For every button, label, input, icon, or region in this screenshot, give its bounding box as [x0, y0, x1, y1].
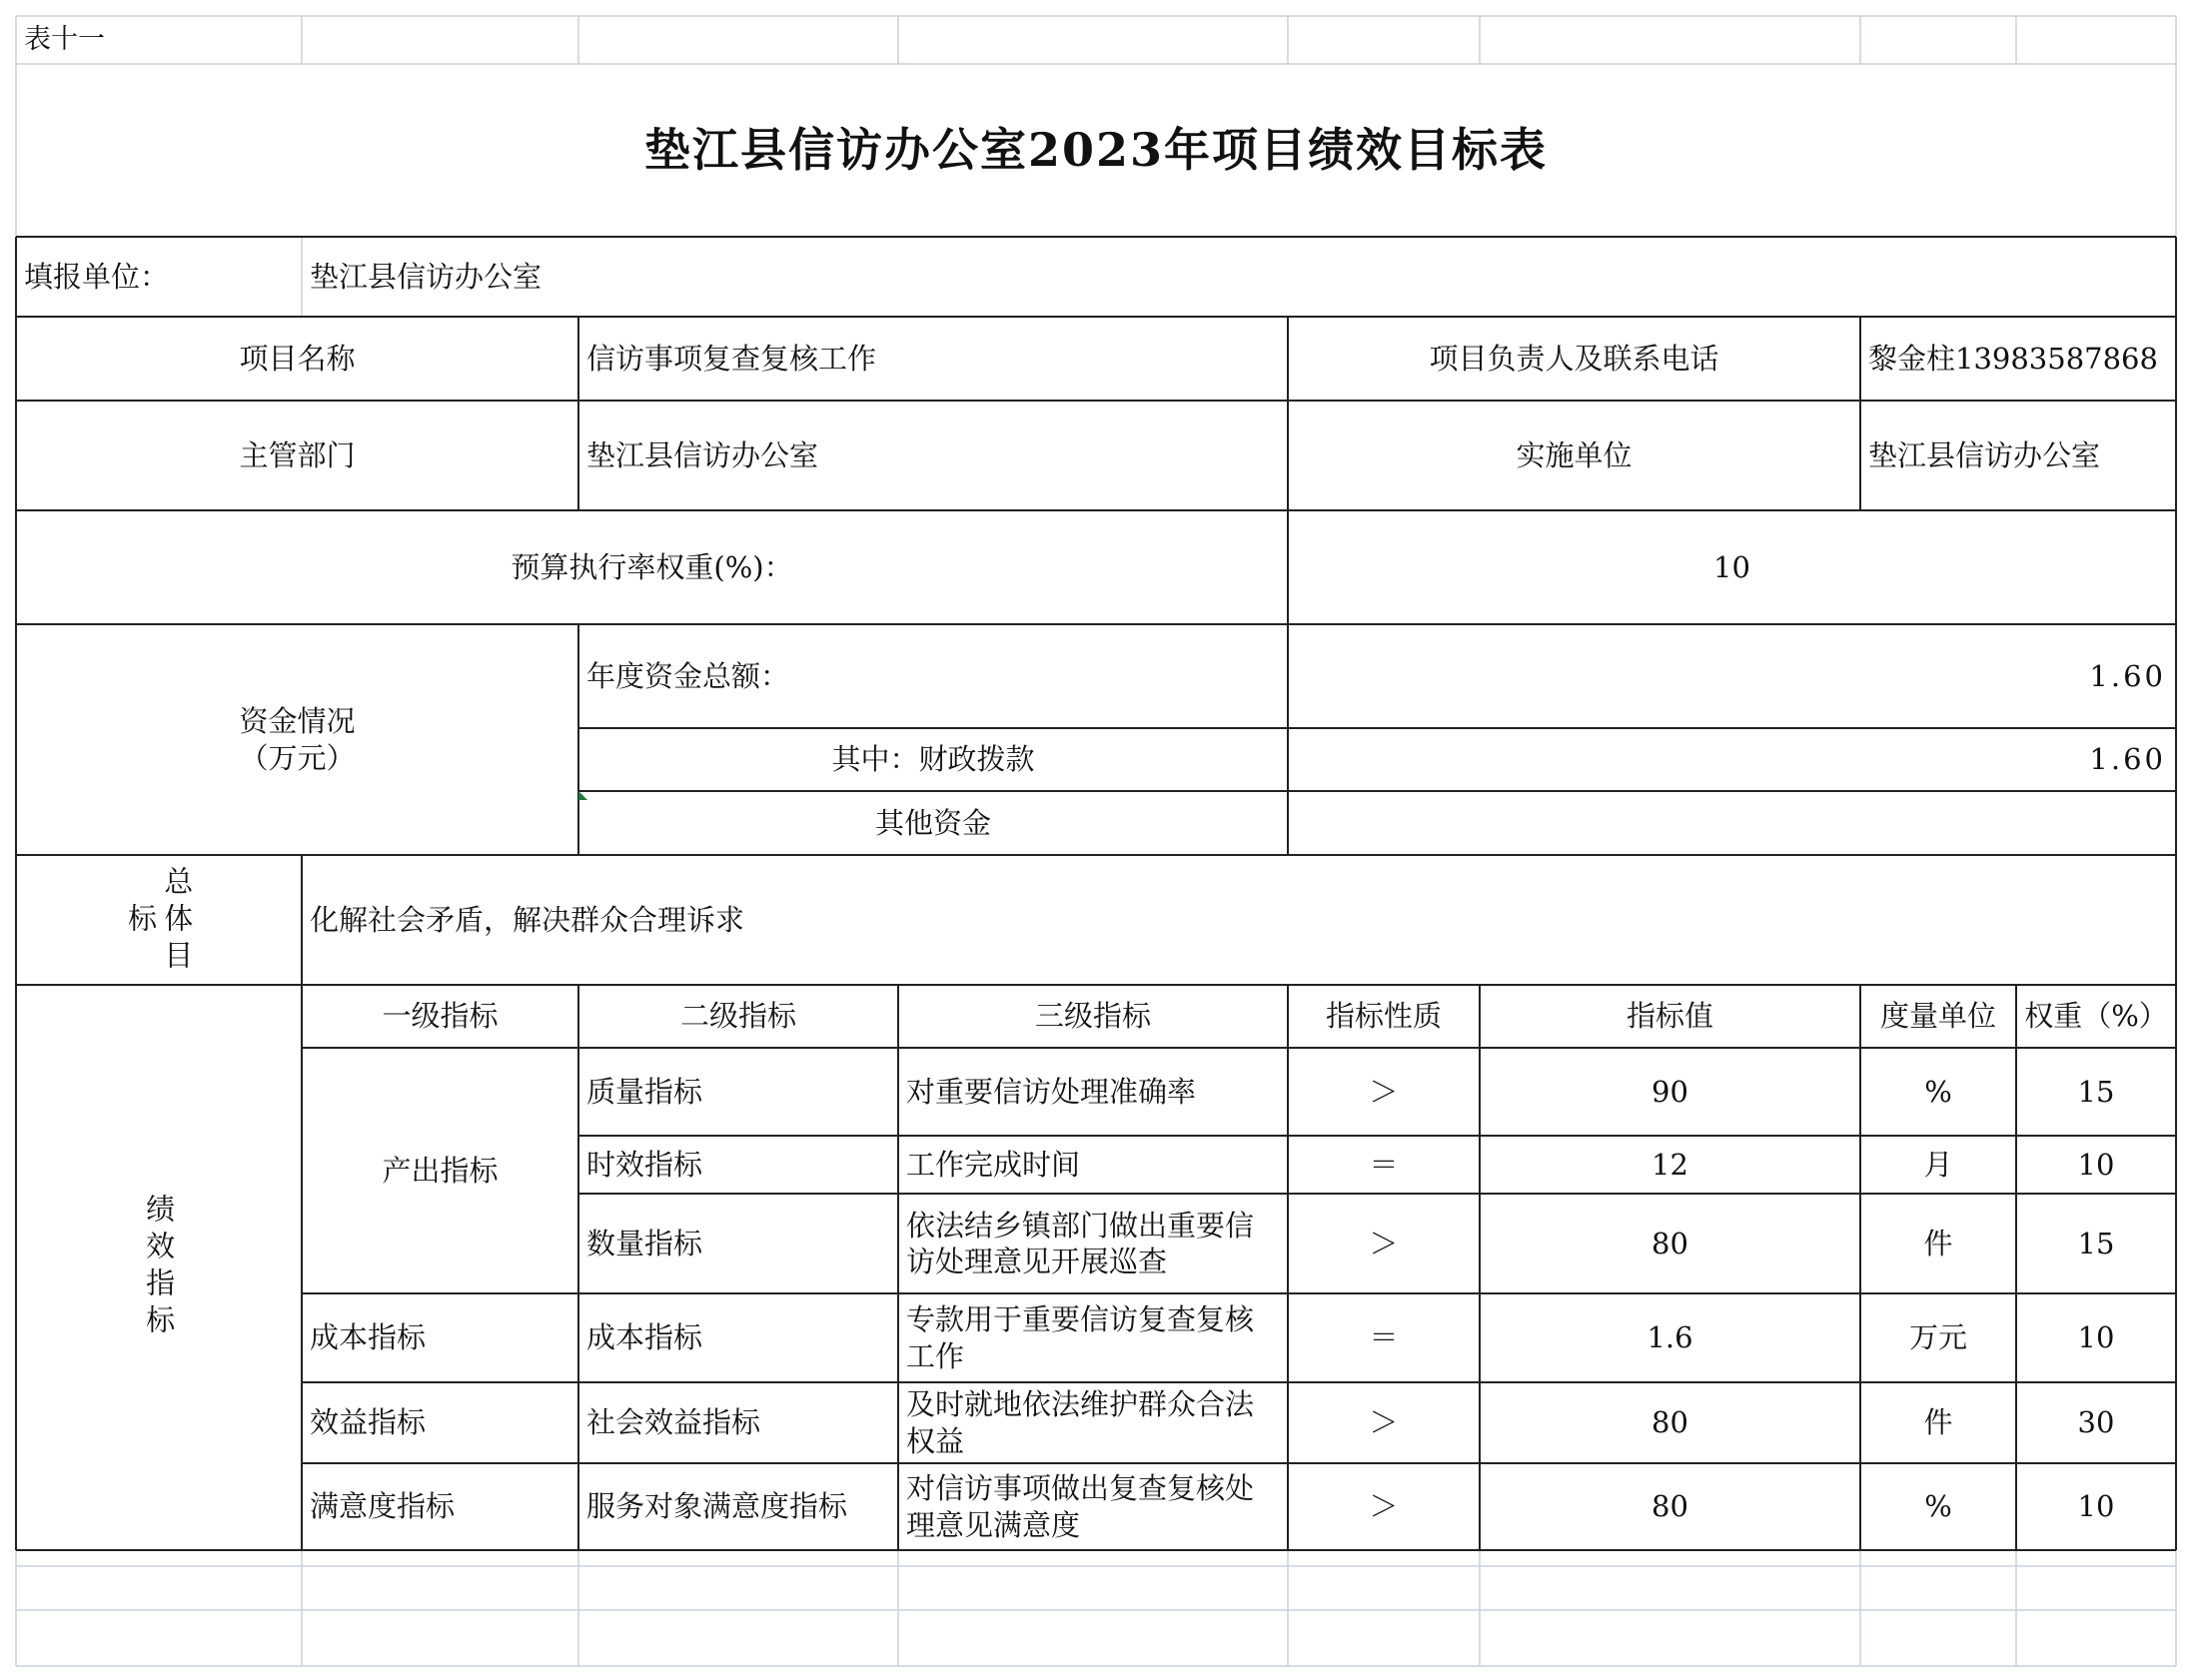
row4-value: 80 — [1651, 1405, 1688, 1440]
overall-target-value: 化解社会矛盾，解决群众合理诉求 — [310, 902, 745, 937]
overall-target-label — [16, 855, 302, 985]
header-unit: 度量单位 — [1879, 999, 1996, 1034]
cell-comment-marker — [578, 791, 587, 800]
row0-unit: % — [1924, 1074, 1952, 1109]
row2-value: 80 — [1651, 1226, 1688, 1260]
level1-output: 产出指标 — [382, 1153, 499, 1188]
row3-weight: 10 — [2077, 1320, 2115, 1355]
impl-unit-label: 实施单位 — [1516, 437, 1633, 472]
project-name-value: 信访事项复查复核工作 — [586, 341, 877, 376]
impl-unit-value: 垫江县信访办公室 — [1868, 437, 2101, 472]
row2-level2: 数量指标 — [586, 1226, 703, 1260]
project-name-label: 项目名称 — [239, 341, 356, 376]
budget-rate-label: 预算执行率权重(%)： — [511, 549, 793, 584]
row4-level2: 社会效益指标 — [586, 1405, 761, 1440]
header-value: 指标值 — [1626, 999, 1713, 1034]
page-title: 垫江县信访办公室2023年项目绩效目标表 — [643, 122, 1549, 177]
row1-value: 12 — [1651, 1147, 1688, 1182]
row1-unit: 月 — [1923, 1147, 1953, 1182]
row4-unit: 件 — [1923, 1405, 1953, 1440]
row4-nature: ＞ — [1369, 1405, 1399, 1440]
row5-level1: 满意度指标 — [310, 1489, 456, 1524]
row0-weight: 15 — [2077, 1074, 2115, 1109]
row4-weight: 30 — [2077, 1405, 2115, 1440]
row5-nature: ＞ — [1369, 1489, 1399, 1524]
row0-nature: ＞ — [1369, 1074, 1399, 1109]
row1-weight: 10 — [2077, 1147, 2115, 1182]
project-leader-label: 项目负责人及联系电话 — [1429, 341, 1719, 376]
row3-nature: ＝ — [1369, 1320, 1399, 1355]
other-funds-value — [1288, 791, 2176, 855]
header-level3: 三级指标 — [1034, 999, 1151, 1034]
annual-total-label: 年度资金总额： — [586, 658, 790, 693]
dept-value: 垫江县信访办公室 — [586, 437, 819, 472]
row2-weight: 15 — [2077, 1226, 2115, 1260]
row0-level3: 对重要信访处理准确率 — [906, 1074, 1197, 1109]
row1-level2: 时效指标 — [586, 1147, 703, 1182]
row1-nature: ＝ — [1369, 1147, 1399, 1182]
row1-level3: 工作完成时间 — [906, 1147, 1081, 1182]
row3-value: 1.6 — [1646, 1320, 1693, 1355]
fill-unit-value: 垫江县信访办公室 — [310, 259, 543, 294]
row2-level3: 依法结乡镇部门做出重要信访处理意见开展巡查 — [906, 1208, 1255, 1278]
row5-weight: 10 — [2077, 1489, 2115, 1524]
sheet-label: 表十一 — [24, 24, 105, 56]
funds-label — [16, 624, 578, 855]
row3-level1: 成本指标 — [310, 1320, 427, 1355]
header-level2: 二级指标 — [679, 999, 796, 1034]
row3-level2: 成本指标 — [586, 1320, 703, 1355]
other-funds-label: 其他资金 — [874, 805, 991, 840]
row2-unit: 件 — [1923, 1226, 1953, 1260]
funds-label-line1: 资金情况 — [239, 704, 356, 739]
row3-unit: 万元 — [1908, 1320, 1967, 1355]
row4-level1: 效益指标 — [310, 1405, 427, 1440]
row5-unit: % — [1924, 1489, 1952, 1524]
fill-unit-label: 填报单位： — [24, 259, 170, 294]
row3-level3: 专款用于重要信访复查复核工作 — [906, 1302, 1255, 1373]
row5-level3: 对信访事项做出复查复核处理意见满意度 — [906, 1471, 1255, 1542]
overall-target-label-text: 总体目标 — [124, 865, 195, 977]
row0-level2: 质量指标 — [586, 1074, 703, 1109]
row5-level2: 服务对象满意度指标 — [586, 1489, 848, 1524]
performance-indicators-label — [16, 985, 302, 1550]
fiscal-allocation-label: 其中：财政拨款 — [831, 742, 1035, 777]
row4-level3: 及时就地依法维护群众合法权益 — [906, 1387, 1255, 1458]
funds-label-line2: （万元） — [239, 740, 356, 775]
dept-label: 主管部门 — [239, 437, 356, 472]
header-level1: 一级指标 — [382, 999, 499, 1034]
performance-indicators-label-text: 绩效指标 — [142, 1194, 177, 1341]
fiscal-allocation-value: 1.60 — [2089, 742, 2166, 777]
header-nature: 指标性质 — [1325, 999, 1442, 1034]
budget-rate-value: 10 — [1713, 549, 1750, 584]
row2-nature: ＞ — [1369, 1226, 1399, 1260]
row0-value: 90 — [1651, 1074, 1688, 1109]
annual-total-value: 1.60 — [2089, 658, 2166, 693]
project-leader-value: 黎金柱13983587868 — [1868, 341, 2158, 376]
header-weight: 权重（%） — [2024, 999, 2168, 1034]
row5-value: 80 — [1651, 1489, 1688, 1524]
